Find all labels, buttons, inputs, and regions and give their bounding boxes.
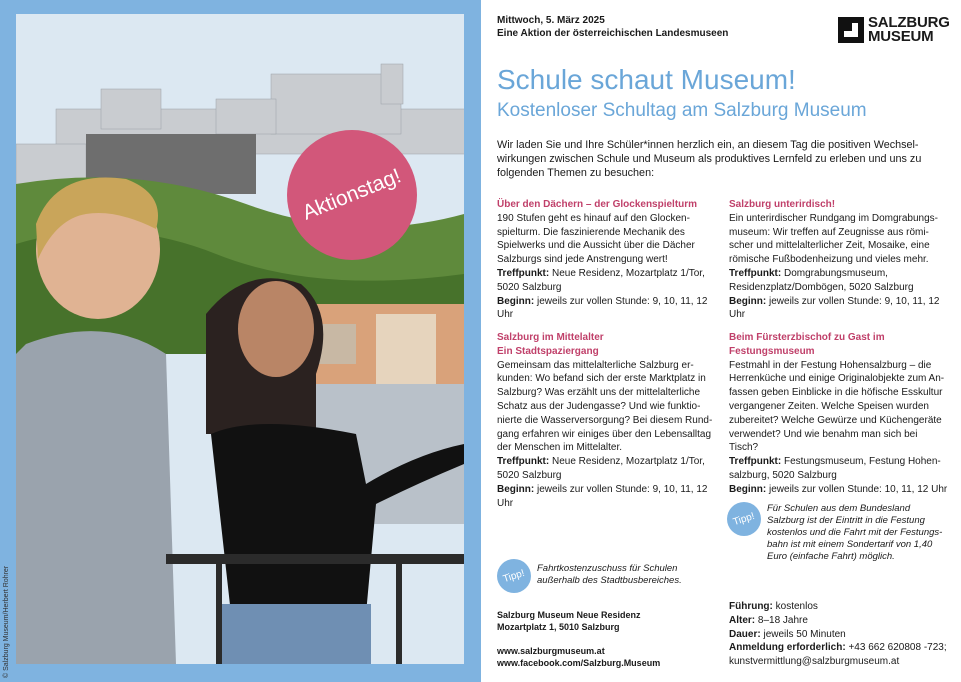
tipp-text: Für Schulen aus dem Bundesland Salzburg ist der Eintritt in die Festung kostenlos und die Fahrt mit der Festungs-bahn ist mit einem Sondertarif von 1,40 Euro (einfache Fahrt) möglich. xyxy=(767,503,943,562)
program-title: Beim Fürsterzbischof zu Gast im Festungsmuseum xyxy=(729,332,885,357)
facebook-link[interactable]: www.facebook.com/Salzburg.Museum xyxy=(497,657,661,668)
tipp-badge xyxy=(497,559,531,593)
program-title: Salzburg im Mittelalter Ein Stadtspaziergang xyxy=(497,332,604,357)
tipp-label: Tipp! xyxy=(501,567,527,585)
meeting-label: Treffpunkt: xyxy=(729,267,782,279)
program-unterirdisch xyxy=(729,198,949,322)
program-text: 190 Stufen geht es hinauf auf den Glocken-spielturm. Die faszinierende Mechanik des Spielwerks und die Aussicht über die Dächer Salzburgs sind jede Anstrengung wert! xyxy=(497,212,695,266)
alter-value: 8–18 Jahre xyxy=(757,614,808,626)
start-label: Beginn: xyxy=(497,483,535,495)
program-text: Gemeinsam das mittelalterliche Salzburg er-kunden: Wo befand sich der erste Marktplatz in Salzburg? Was erzählt uns der mittelalterliche Schatz aus der Judengasse? Und wie funktio-nierte die Wasserversorgung? Bei diesem Rund-gang erfahren wir einiges über den Lebensalltag der Menschen im Mittelalter. xyxy=(497,359,713,454)
meeting-label: Treffpunkt: xyxy=(497,267,550,279)
meeting-value: Neue Residenz, Mozartplatz 1/Tor, 5020 Salzburg xyxy=(497,456,705,481)
logo-line2: MUSEUM xyxy=(868,28,934,45)
contact-email[interactable]: kunstvermittlung@salzburgmuseum.at xyxy=(729,656,900,668)
web-links xyxy=(497,646,660,669)
logo-line1: SALZBURG xyxy=(868,14,950,31)
website-link[interactable]: www.salzburgmuseum.at xyxy=(497,646,605,656)
program-festungsmuseum xyxy=(729,331,949,497)
intro-paragraph: Wir laden Sie und Ihre Schüler*innen herzlich ein, an diesem Tag die positiven Wechsel-wirkungen zwischen Schule und Museum als produktives Lernfeld zu erleben und uns zu folgenden Themen zu besuchen: xyxy=(497,139,922,179)
program-mittelalter xyxy=(497,331,717,510)
start-value: jeweils zur vollen Stunde: 9, 10, 11, 12 Uhr xyxy=(497,295,708,321)
program-glockenspielturm xyxy=(497,198,717,322)
start-label: Beginn: xyxy=(729,483,767,495)
salzburg-museum-logo xyxy=(838,16,950,44)
start-label: Beginn: xyxy=(729,295,767,307)
photo-fortress-students xyxy=(16,14,464,664)
start-value: jeweils zur vollen Stunde: 9, 10, 11, 12 Uhr xyxy=(729,295,940,321)
meeting-label: Treffpunkt: xyxy=(729,456,782,468)
dauer-value: jeweils 50 Minuten xyxy=(763,628,846,640)
fuehrung-label: Führung: xyxy=(729,601,773,612)
tipp-label: Tipp! xyxy=(731,510,757,528)
tipp-text: Fahrtkostenzuschuss für Schulen außerhalb des Stadtbusbereiches. xyxy=(537,563,682,586)
anmeldung-label: Anmeldung erforderlich: xyxy=(729,642,846,654)
start-value: jeweils zur vollen Stunde: 10, 11, 12 Uhr xyxy=(769,483,948,495)
tipp-badge xyxy=(727,502,761,536)
address-line2: Mozartplatz 1, 5010 Salzburg xyxy=(497,621,620,632)
program-title: Über den Dächern – der Glockenspielturm xyxy=(497,199,698,210)
meeting-value: Neue Residenz, Mozartplatz 1/Tor, 5020 Salzburg xyxy=(497,267,705,293)
program-text: Festmahl in der Festung Hohensalzburg – die Herrenküche und einige Originalobjekte zum An-fassen geben Einblicke in die höfische Esskultur vergangener Zeiten. Welche Speisen wurden zubereitet? Welche Gewürze und Küchengeräte verwendet? Und wie benahm man sich bei Tisch? xyxy=(729,359,945,454)
start-value: jeweils zur vollen Stunde: 9, 10, 11, 12 Uhr xyxy=(497,483,708,509)
dauer-label: Dauer: xyxy=(729,628,761,640)
header-meta xyxy=(497,14,728,40)
aktionstag-badge xyxy=(287,130,417,260)
museum-address xyxy=(497,610,641,633)
badge-label: Aktionstag! xyxy=(299,164,405,225)
meeting-value: Festungsmuseum, Festung Hohen-salzburg, 5020 Salzburg xyxy=(729,456,941,481)
event-date: Mittwoch, 5. März 2025 xyxy=(497,15,605,26)
program-title: Salzburg unterirdisch! xyxy=(729,199,836,210)
fact-list xyxy=(729,600,947,669)
photo-credit: © Salzburg Museum/Herbert Rohrer xyxy=(3,565,10,678)
alter-label: Alter: xyxy=(729,614,756,626)
meeting-label: Treffpunkt: xyxy=(497,456,550,468)
fuehrung-value: kostenlos xyxy=(775,601,818,612)
content-column xyxy=(481,0,961,682)
anmeldung-phone: +43 662 620808 -723; xyxy=(848,642,947,654)
meeting-value: Domgrabungsmuseum, Residenzplatz/Dombögen, 5020 Salzburg xyxy=(729,267,914,293)
program-text: Ein unterirdischer Rundgang im Domgrabungs-museum: Wir treffen auf Zeugnisse aus römi-scher und mittelalterlicher Zeit, Mosaike, eine römische Fußbodenheizung und vieles mehr. xyxy=(729,212,938,266)
address-line1: Salzburg Museum Neue Residenz xyxy=(497,610,641,620)
page-title: Schule schaut Museum! xyxy=(497,64,796,95)
event-tagline: Eine Aktion der österreichischen Landesmuseen xyxy=(497,28,729,39)
start-label: Beginn: xyxy=(497,295,535,307)
logo-mark-icon xyxy=(838,17,864,43)
photo-illustration xyxy=(16,14,464,664)
page-subtitle: Kostenloser Schultag am Salzburg Museum xyxy=(497,100,867,121)
